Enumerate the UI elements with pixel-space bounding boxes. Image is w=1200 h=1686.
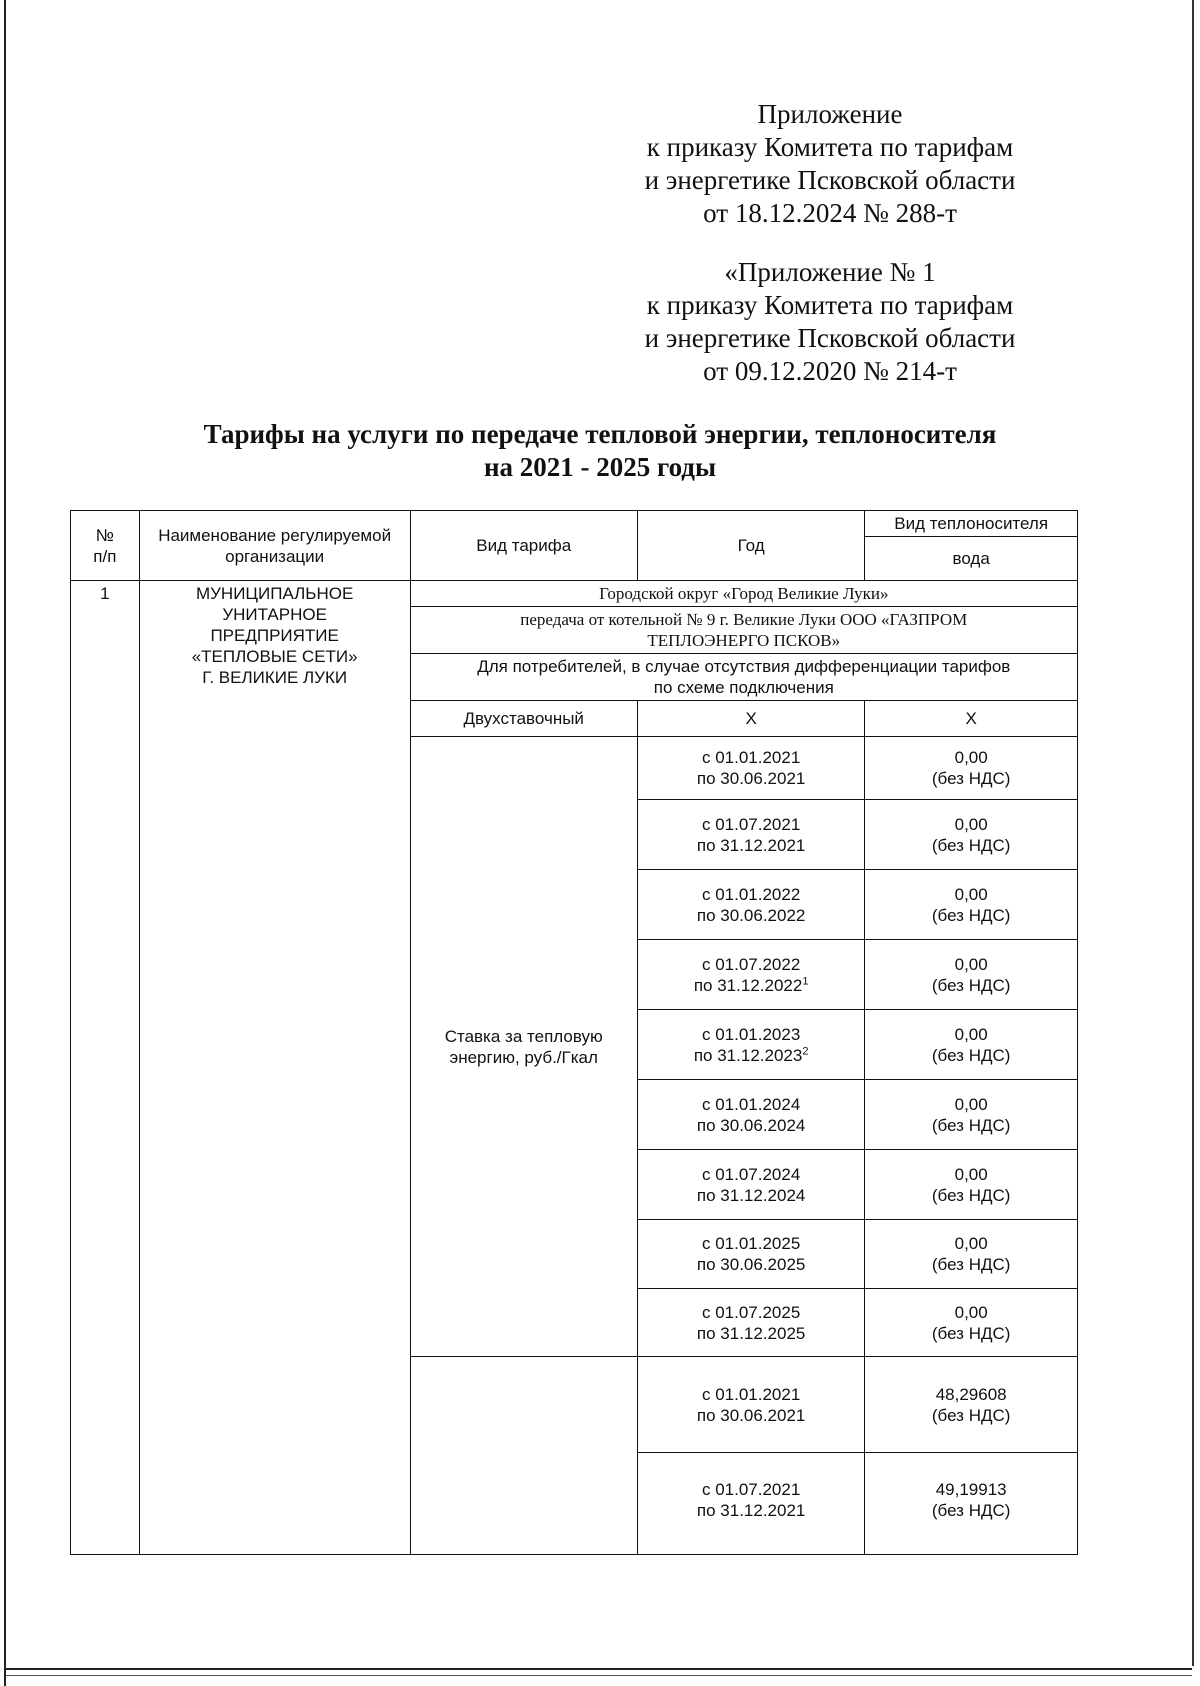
prev-appendix-line: «Приложение № 1 [724, 257, 936, 287]
title-line: Тарифы на услуги по передаче тепловой энергии, теплоносителя [203, 419, 997, 449]
page-edge-left [4, 0, 6, 1686]
appendix-line: к приказу Комитета по тарифам [646, 132, 1014, 162]
title-line: на 2021 - 2025 годы [483, 452, 717, 482]
header-year: Год [637, 511, 864, 581]
table-row [71, 581, 1078, 607]
header-organization: Наименование регулируемой организации [139, 511, 410, 581]
period-cell: с 01.07.2021 по 31.12.2021 [637, 1453, 864, 1555]
header-tariff-type: Вид тарифа [410, 511, 637, 581]
tariff-value-cell: 0,00 (без НДС) [865, 1220, 1078, 1289]
tariff-value-cell: 0,00 (без НДС) [865, 870, 1078, 940]
period-cell: с 01.01.2021 по 30.06.2021 [637, 737, 864, 800]
tariff-value-cell: 0,00 (без НДС) [865, 1150, 1078, 1220]
period-cell: с 01.01.2021 по 30.06.2021 [637, 1357, 864, 1453]
organization-name: МУНИЦИПАЛЬНОЕ УНИТАРНОЕ ПРЕДПРИЯТИЕ «ТЕПЛОВЫЕ СЕТИ» Г. ВЕЛИКИЕ ЛУКИ [139, 581, 410, 1555]
transfer-cell: передача от котельной № 9 г. Великие Луки ООО «ГАЗПРОМ ТЕПЛОЭНЕРГО ПСКОВ» [410, 607, 1077, 654]
tariff-value-cell: 0,00 (без НДС) [865, 940, 1078, 1010]
period-cell: с 01.07.2024 по 31.12.2024 [637, 1150, 864, 1220]
page-edge-bottom [6, 1668, 1192, 1670]
tariff-value-cell: 0,00 (без НДС) [865, 800, 1078, 870]
page-edge-right [1192, 0, 1194, 1666]
period-cell: с 01.07.2025 по 31.12.2025 [637, 1289, 864, 1357]
prev-appendix-line: от 09.12.2020 № 214-т [703, 356, 957, 386]
second-rate-label [410, 1357, 637, 1555]
row-number: 1 [71, 581, 140, 1555]
two-part-value: Х [865, 701, 1078, 737]
tariff-value-cell: 49,19913 (без НДС) [865, 1453, 1078, 1555]
period-cell: с 01.07.2021 по 31.12.2021 [637, 800, 864, 870]
district-cell: Городской округ «Город Великие Луки» [410, 581, 1077, 607]
appendix-line: и энергетике Псковской области [644, 165, 1016, 195]
header-carrier: вода [865, 537, 1078, 581]
appendix-header [580, 98, 1080, 388]
period-cell: с 01.01.2022 по 30.06.2022 [637, 870, 864, 940]
page-edge-bottom-second [6, 1675, 1192, 1676]
period-cell: с 01.07.2022 по 31.12.2022$^1$ [637, 940, 864, 1010]
tariff-value-cell: 0,00 (без НДС) [865, 1289, 1078, 1357]
header-number: № п/п [71, 511, 140, 581]
period-cell: с 01.01.2024 по 30.06.2024 [637, 1080, 864, 1150]
header-carrier-type: Вид теплоносителя [865, 511, 1078, 537]
consumers-cell: Для потребителей, в случае отсутствия дифференциации тарифов по схеме подключения [410, 654, 1077, 701]
tariff-value-cell: 0,00 (без НДС) [865, 1080, 1078, 1150]
period-cell: с 01.01.2023 по 31.12.2023$^2$ [637, 1010, 864, 1080]
document-title [120, 418, 1080, 484]
table-header-row [71, 511, 1078, 537]
tariff-table [70, 510, 1078, 1555]
prev-appendix-line: к приказу Комитета по тарифам [646, 290, 1014, 320]
tariff-value-cell: 0,00 (без НДС) [865, 737, 1078, 800]
two-part-year: Х [637, 701, 864, 737]
tariff-value-cell: 0,00 (без НДС) [865, 1010, 1078, 1080]
two-part-label: Двухставочный [410, 701, 637, 737]
prev-appendix-line: и энергетике Псковской области [644, 323, 1016, 353]
appendix-line: Приложение [757, 99, 903, 129]
energy-rate-label: Ставка за тепловую энергию, руб./Гкал [410, 737, 637, 1357]
appendix-line: от 18.12.2024 № 288-т [703, 198, 957, 228]
tariff-value-cell: 48,29608 (без НДС) [865, 1357, 1078, 1453]
period-cell: с 01.01.2025 по 30.06.2025 [637, 1220, 864, 1289]
